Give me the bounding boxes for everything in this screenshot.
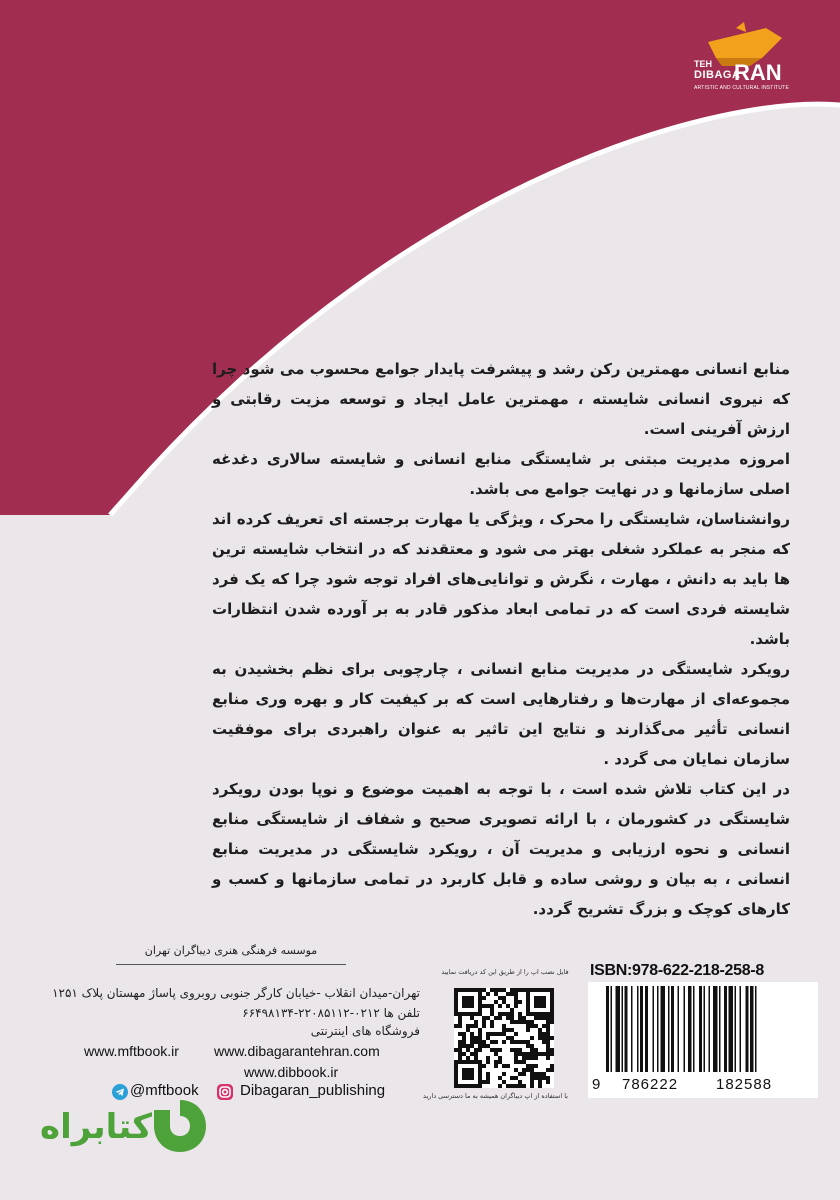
barcode-lead-digit: 9 bbox=[592, 1076, 602, 1093]
publisher-phone: تلفن ها ۰۲۱۲-۲۲۰۸۵۱۱۲-۶۶۴۹۸۱۳۴ bbox=[242, 1006, 420, 1020]
qr-code[interactable] bbox=[454, 988, 554, 1088]
description-paragraph-1: منابع انسانی مهمترین رکن رشد و پیشرفت پایدار جوامع محسوب می شود چرا که نیروی انسانی شایسته ، مهمترین عامل ایجاد و توسعه مزیت رقابتی و ارزش آفرینی است. bbox=[212, 360, 790, 438]
dibagarantehran-url[interactable]: www.dibagarantehran.com bbox=[214, 1043, 380, 1059]
ketabrah-logo-icon bbox=[150, 1096, 210, 1156]
publisher-address: تهران-میدان انقلاب -خیابان کارگر جنوبی روبروی پاساژ مهستان پلاک ۱۲۵۱ bbox=[52, 986, 420, 1000]
qr-caption-top: فایل نصب اپ را از طریق این کد دریافت نمایید bbox=[441, 968, 569, 976]
description-paragraph-3: روانشناسان، شایستگی را محرک ، ویژگی یا مهارت برجسته ای تعریف کرده اند که منجر به عملکرد شغلی بهتر می شود و معتقدند که در انتخاب شایسته ترین ها باید به دانش ، مهارت ، نگرش و توانایی‌های افراد توجه شود چرا که یک فرد شایسته فردی است که در تمامی ابعاد مذکور قادر به بر آورده شدن انتظارات باشد. bbox=[212, 510, 790, 648]
logo-teh: TEH bbox=[694, 59, 712, 69]
instagram-handle[interactable]: Dibagaran_publishing bbox=[240, 1082, 386, 1099]
barcode-digits-right: 182588 bbox=[716, 1076, 773, 1093]
online-stores-label: فروشگاه های اینترنتی bbox=[310, 1024, 420, 1038]
logo-ran: RAN bbox=[734, 60, 782, 85]
publisher-name: موسسه فرهنگی هنری دیباگران تهران bbox=[116, 944, 346, 965]
telegram-icon bbox=[112, 1084, 128, 1100]
isbn-barcode bbox=[604, 986, 812, 1072]
instagram-icon bbox=[216, 1083, 234, 1101]
barcode-digits-left: 786222 bbox=[622, 1076, 679, 1093]
dibbook-url[interactable]: www.dibbook.ir bbox=[244, 1064, 339, 1080]
logo-dibaga: DIBAGA bbox=[694, 69, 741, 81]
description-paragraph-5: در این کتاب تلاش شده است ، با توجه به اهمیت موضوع و نوپا بودن رویکرد شایستگی در کشورمان ، با ارائه تصویری صحیح و شفاف از شایستگی منابع انسانی و نحوه ارزیابی و مدیریت آن ، رویکرد شایستگی در مدیریت منابع انسانی ، به بیان و روشی ساده و قابل کاربرد در تمامی سازمانها و کسب و کارهای کوچک و بزرگ تشریح گردد. bbox=[212, 780, 790, 918]
ketabrah-watermark: کتابراه bbox=[40, 1107, 153, 1147]
telegram-handle[interactable]: @mftbook bbox=[130, 1082, 199, 1099]
mftbook-url[interactable]: www.mftbook.ir bbox=[84, 1043, 179, 1059]
description-paragraph-4: رویکرد شایستگی در مدیریت منابع انسانی ، چارچوبی برای نظم بخشیدن به مجموعه‌ای از مهارت‌ها و رفتارهایی است که بر کیفیت کار و بهره وری منابع انسانی تأثیر می‌گذارند و نتایج این تاثیر به عنوان راهبردی برای موفقیت سازمان نمایان می گردد . bbox=[212, 660, 790, 768]
qr-caption-bottom: با استفاده از اپ دیباگران همیشه به ما دسترسی دارید bbox=[423, 1092, 568, 1100]
logo-subtitle: ARTISTIC AND CULTURAL INSTITUTE bbox=[694, 85, 790, 91]
isbn-label: ISBN:978-622-218-258-8 bbox=[590, 962, 764, 979]
book-description bbox=[212, 354, 790, 924]
description-paragraph-2: امروزه مدیریت مبتنی بر شایستگی منابع انسانی و شایسته سالاری دغدغه اصلی سازمانها و در نهایت جوامع می باشد. bbox=[212, 450, 790, 498]
